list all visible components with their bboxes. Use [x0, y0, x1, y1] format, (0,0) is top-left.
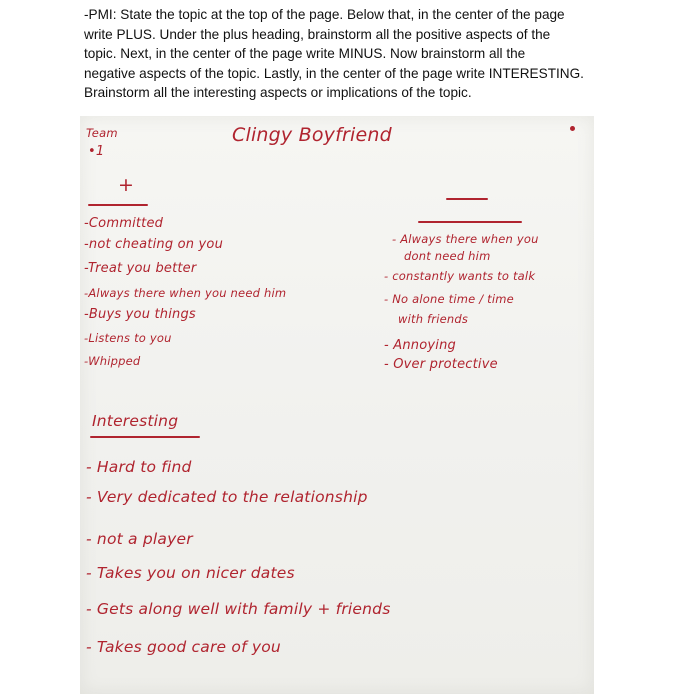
plus-item: -Whipped: [84, 354, 141, 368]
minus-underline: [418, 221, 522, 223]
topic-title: Clingy Boyfriend: [232, 124, 392, 146]
minus-item: - No alone time / time: [384, 292, 514, 306]
plus-heading: +: [118, 174, 135, 196]
interesting-item: - Takes good care of you: [86, 638, 281, 656]
plus-item: -not cheating on you: [84, 237, 224, 252]
minus-item-continued: dont need him: [404, 249, 491, 263]
interesting-item: - Takes you on nicer dates: [86, 564, 295, 582]
minus-item-continued: with friends: [398, 312, 469, 326]
minus-item: - Always there when you: [392, 232, 539, 246]
plus-item: -Buys you things: [84, 307, 196, 322]
instructions-line: topic. Next, in the center of the page write MINUS. Now brainstorm all the: [84, 46, 526, 62]
instructions-text: [84, 5, 644, 103]
instructions-line: write PLUS. Under the plus heading, brainstorm all the positive aspects of the: [84, 26, 551, 42]
interesting-item: - not a player: [86, 530, 193, 548]
minus-heading-mark: [446, 198, 488, 200]
interesting-underline: [90, 436, 200, 438]
poster-photo: [80, 116, 594, 694]
plus-item: -Always there when you need him: [84, 286, 287, 300]
plus-item: -Committed: [84, 216, 164, 231]
minus-item: - Annoying: [384, 338, 456, 353]
interesting-item: - Hard to find: [86, 458, 192, 476]
instructions-line: Brainstorm all the interesting aspects or implications of the topic.: [84, 85, 472, 101]
plus-item: -Treat you better: [84, 261, 197, 276]
interesting-heading: Interesting: [92, 412, 179, 430]
minus-item: - Over protective: [384, 357, 498, 372]
interesting-item: - Very dedicated to the relationship: [86, 488, 368, 506]
instructions-line: -PMI: State the topic at the top of the page. Below that, in the center of the page: [84, 7, 565, 22]
interesting-item: - Gets along well with family + friends: [86, 600, 391, 618]
team-number-value: 1: [95, 144, 105, 159]
plus-item: -Listens to you: [84, 331, 172, 345]
plus-underline: [88, 204, 148, 206]
corner-dot: [570, 126, 575, 131]
team-number: •1: [88, 144, 105, 159]
minus-item: - constantly wants to talk: [384, 269, 536, 283]
team-label: Team: [86, 126, 118, 140]
instructions-line: negative aspects of the topic. Lastly, in the center of the page write INTERESTING.: [84, 65, 584, 81]
